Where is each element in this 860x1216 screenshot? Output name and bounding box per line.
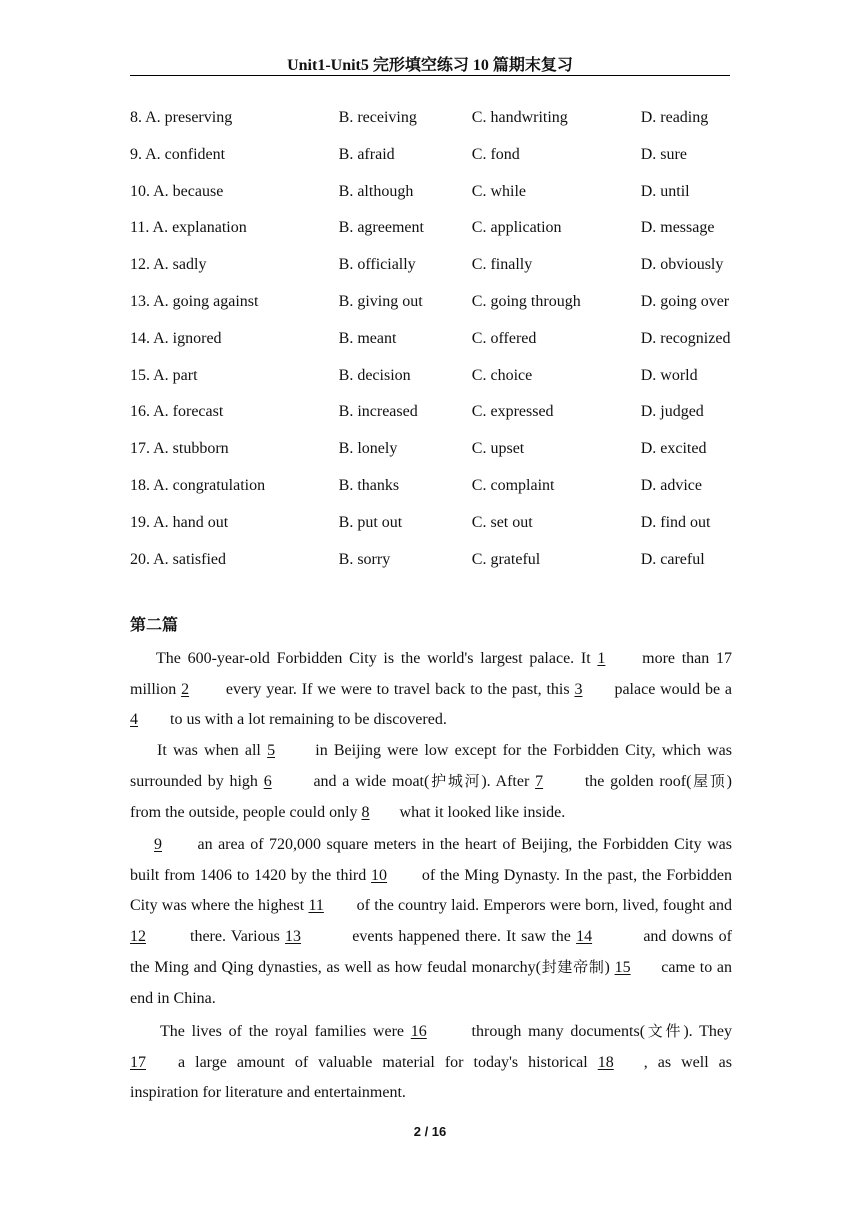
passage-paragraph-1: The 600-year-old Forbidden City is the world's largest palace. It 1 more than 17 million 2 every year. If we were to travel back to the past, this 3 palace would be a 4 to us with a lot remaining to be discovered. <box>130 644 732 736</box>
option-a: 15. A. part <box>130 366 198 384</box>
option-c: C. grateful <box>471 550 541 568</box>
option-c: C. offered <box>471 329 537 347</box>
option-row <box>130 107 750 144</box>
option-row <box>130 438 750 475</box>
blank-4: 4 <box>130 711 138 728</box>
blank-5: 5 <box>267 741 276 759</box>
option-b: B. put out <box>338 513 403 531</box>
option-a: 11. A. explanation <box>130 219 247 237</box>
option-d: D. until <box>640 182 690 200</box>
option-b: B. thanks <box>338 476 400 494</box>
option-a: 9. A. confident <box>130 145 226 163</box>
blank-1: 1 <box>597 650 606 667</box>
option-b: B. receiving <box>338 109 417 126</box>
option-b: B. although <box>338 182 414 200</box>
section-title: 第二篇 <box>130 615 179 634</box>
blank-13: 13 <box>285 927 302 945</box>
cloze-passage <box>130 644 732 1109</box>
passage-paragraph-3: 9 an area of 720,000 square meters in the heart of Beijing, the Forbidden City was built from 1406 to 1420 by the third 10 of the Ming Dynasty. In the past, the Forbidden City was where the highest 11 of the country laid. Emperors were born, lived, fought and 12 there. Various 13 events happened there. It saw the 14 and downs of the Ming and Qing dynasties, as well as how feudal monarchy(封建帝制) 15 came to an end in China. <box>130 830 732 1014</box>
blank-7: 7 <box>535 773 544 790</box>
option-row <box>130 549 750 586</box>
option-a: 18. A. congratulation <box>130 476 266 494</box>
option-a: 8. A. preserving <box>130 109 233 126</box>
option-c: C. choice <box>471 366 533 384</box>
option-a: 10. A. because <box>130 182 224 200</box>
option-d: D. excited <box>640 440 707 458</box>
option-c: C. complaint <box>471 476 555 494</box>
option-d: D. message <box>640 219 715 237</box>
option-d: D. careful <box>640 550 705 568</box>
header-divider <box>130 75 730 76</box>
blank-2: 2 <box>181 680 190 698</box>
option-a: 16. A. forecast <box>130 403 224 421</box>
passage-paragraph-4: The lives of the royal families were 16 through many documents(文件). They 17 a large amount of valuable material for today's historical 18 , as well as inspiration for literature and entertainment. <box>130 1016 732 1109</box>
option-d: D. obviously <box>640 256 724 274</box>
option-b: B. officially <box>338 256 416 274</box>
option-b: B. sorry <box>338 550 391 568</box>
option-c: C. upset <box>471 440 525 458</box>
option-b: B. lonely <box>338 440 398 458</box>
option-b: B. giving out <box>338 292 423 310</box>
option-row <box>130 512 750 549</box>
option-b: B. decision <box>338 366 411 384</box>
blank-14: 14 <box>576 927 593 945</box>
option-d: D. judged <box>640 403 704 421</box>
option-a: 17. A. stubborn <box>130 440 229 458</box>
option-c: C. going through <box>471 292 581 310</box>
blank-9: 9 <box>154 836 162 853</box>
option-a: 13. A. going against <box>130 292 259 310</box>
option-d: D. find out <box>640 513 711 531</box>
option-d: D. sure <box>640 145 687 163</box>
option-d: D. recognized <box>640 329 731 347</box>
option-c: C. set out <box>471 513 533 531</box>
option-c: C. handwriting <box>471 109 568 126</box>
option-row <box>130 217 750 254</box>
page-number: 2 / 16 <box>413 1124 447 1139</box>
option-b: B. agreement <box>338 219 424 237</box>
option-a: 19. A. hand out <box>130 513 229 531</box>
option-b: B. afraid <box>338 145 395 163</box>
option-b: B. increased <box>338 403 418 421</box>
option-row <box>130 401 750 438</box>
option-d: D. world <box>640 366 698 384</box>
blank-18: 18 <box>597 1053 614 1071</box>
option-row <box>130 328 750 365</box>
blank-15: 15 <box>614 959 631 976</box>
answer-options-list <box>130 107 750 585</box>
passage-paragraph-2: It was when all 5 in Beijing were low except for the Forbidden City, which was surrounded by high 6 and a wide moat(护城河). After 7 the golden roof(屋顶) from the outside, people could only 8 what it looked like inside. <box>130 736 732 829</box>
option-row <box>130 181 750 218</box>
blank-17: 17 <box>130 1053 146 1071</box>
option-c: C. expressed <box>471 403 554 421</box>
page-header-title: Unit1-Unit5 完形填空练习 10 篇期末复习 <box>287 57 573 74</box>
option-row <box>130 475 750 512</box>
option-c: C. finally <box>471 256 533 274</box>
option-row <box>130 144 750 181</box>
blank-12: 12 <box>130 927 146 945</box>
option-d: D. going over <box>640 292 730 310</box>
option-row <box>130 291 750 328</box>
option-c: C. while <box>471 182 527 200</box>
blank-6: 6 <box>263 773 272 790</box>
option-row <box>130 254 750 291</box>
option-a: 12. A. sadly <box>130 256 207 274</box>
option-c: C. application <box>471 219 562 237</box>
blank-11: 11 <box>308 897 324 914</box>
blank-8: 8 <box>361 803 370 821</box>
blank-10: 10 <box>371 866 388 884</box>
option-d: D. reading <box>640 109 709 126</box>
option-a: 20. A. satisfied <box>130 550 226 568</box>
option-d: D. advice <box>640 476 703 494</box>
option-row <box>130 365 750 402</box>
option-a: 14. A. ignored <box>130 329 222 347</box>
option-b: B. meant <box>338 329 397 347</box>
option-c: C. fond <box>471 145 520 163</box>
blank-3: 3 <box>574 680 583 698</box>
blank-16: 16 <box>410 1023 427 1040</box>
